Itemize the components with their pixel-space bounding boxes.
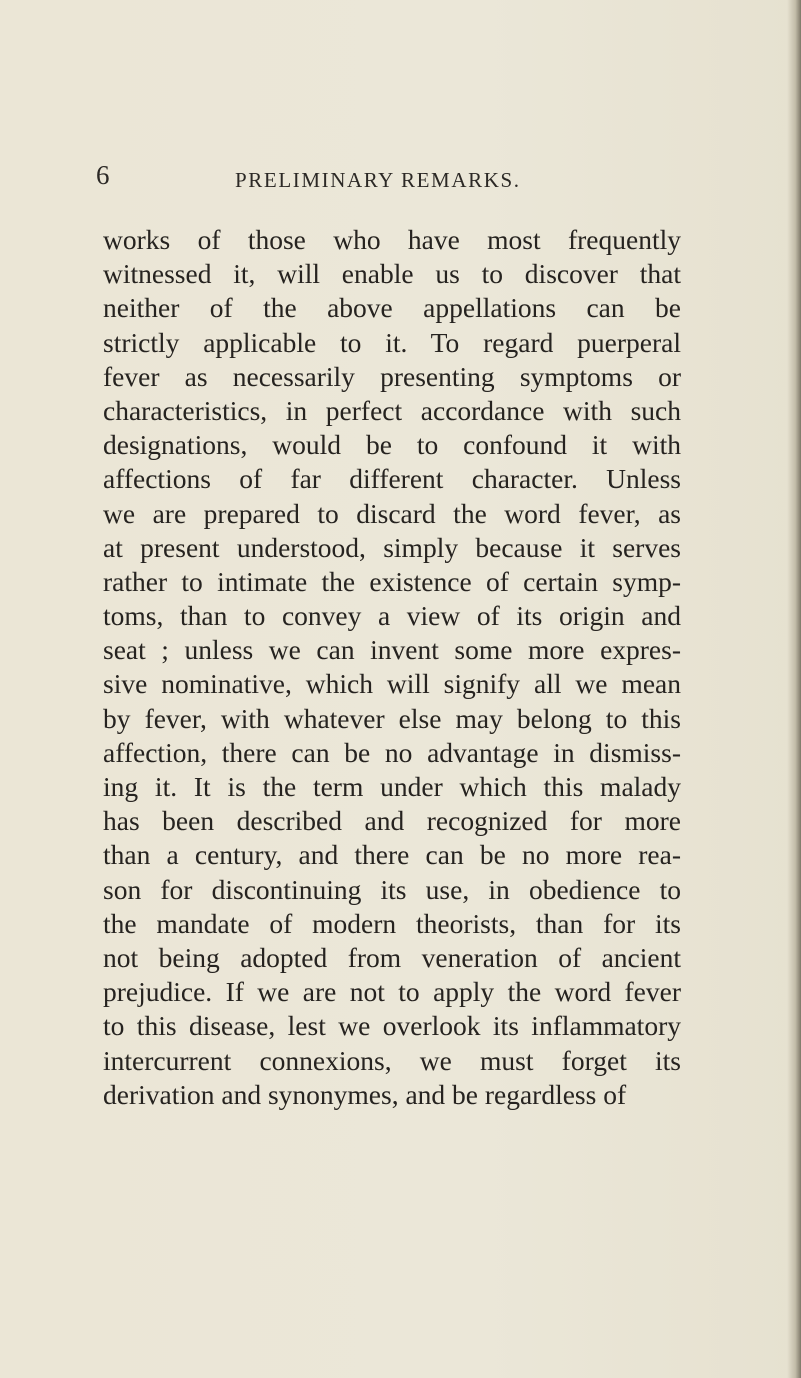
text-line: designations, would be to confound it with — [103, 429, 681, 461]
text-line: neither of the above appellations can be — [103, 292, 681, 324]
text-line: not being adopted from veneration of ancient — [103, 941, 681, 973]
text-line: sive nominative, which will signify all we mean — [103, 668, 681, 700]
text-line: derivation and synonymes, and be regardless of — [103, 1078, 627, 1110]
text-line: intercurrent connexions, we must forget its — [103, 1044, 681, 1076]
text-line: than a century, and there can be no more rea- — [103, 839, 681, 871]
text-line: affection, there can be no advantage in dismiss- — [103, 736, 681, 768]
text-line: works of those who have most frequently — [103, 224, 681, 255]
page-number: 6 — [96, 160, 110, 190]
text-line: seat ; unless we can invent some more expres- — [103, 634, 681, 666]
text-line: strictly applicable to it. To regard puerperal — [103, 326, 681, 358]
text-line: son for discontinuing its use, in obedience to — [103, 873, 681, 905]
text-line: by fever, with whatever else may belong to this — [103, 702, 681, 734]
text-line: at present understood, simply because it serves — [103, 531, 681, 563]
text-line: we are prepared to discard the word fever, as — [103, 497, 681, 529]
text-line: toms, than to convey a view of its origin and — [103, 600, 681, 632]
text-line: ing it. It is the term under which this malady — [103, 771, 681, 802]
text-line: has been described and recognized for more — [103, 805, 681, 837]
body-text — [103, 223, 681, 1112]
text-line: the mandate of modern theorists, than for its — [103, 907, 681, 939]
text-line: to this disease, lest we overlook its inflammatory — [103, 1010, 681, 1042]
text-line: fever as necessarily presenting symptoms or — [103, 360, 681, 392]
text-line: affections of far different character. Unless — [103, 463, 681, 495]
text-line: characteristics, in perfect accordance with such — [103, 394, 681, 426]
running-title: PRELIMINARY REMARKS. — [235, 168, 521, 192]
page-edge-shadow — [787, 0, 801, 1378]
text-line: witnessed it, will enable us to discover that — [103, 258, 681, 290]
text-line: rather to intimate the existence of certain symp- — [103, 565, 681, 597]
text-line: prejudice. If we are not to apply the word fever — [103, 976, 681, 1008]
